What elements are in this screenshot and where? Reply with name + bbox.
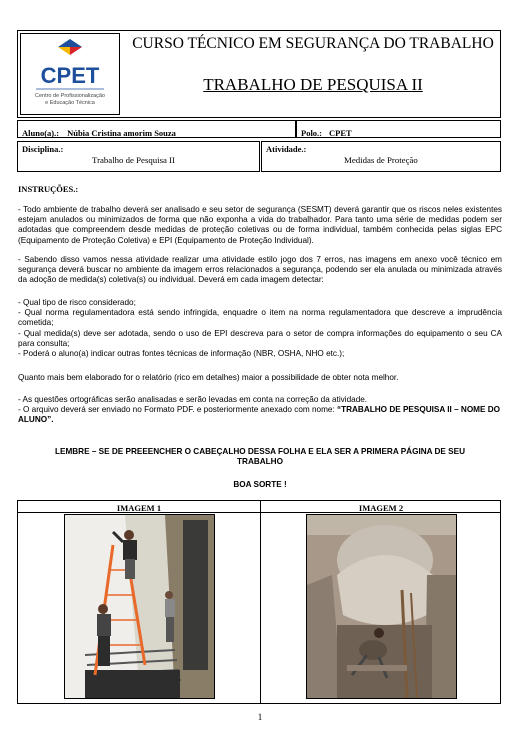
file-name-format: “TRABALHO DE PESQUISA II – NOME DO ALUNO”. (18, 405, 501, 425)
paragraph-1-text: - Todo ambiente de trabalho deverá ser analisado e seu setor de segurança (SESMT) deverá garantir que os riscos neles existentes estejam anulados ou minimizados de forma que não exponha a vida do trabalhador. Para tanto uma série de medidas podem ser adotadas que compreendem desde medidas de proteção coletivas ou de forma individual, também conhecida pelas siglas EPC (Equipamento de Proteção Coletiva) e EPI (Equipamento de Proteção Individual). (18, 205, 502, 245)
polo-value[interactable]: CPET (329, 128, 352, 138)
polo-cell (296, 120, 501, 138)
page-number: 1 (257, 712, 263, 722)
activity-cell (261, 141, 501, 172)
student-cell (17, 120, 296, 138)
student-label: Aluno(a).: (22, 128, 60, 138)
paragraph-2-text: - Sabendo disso vamos nessa atividade realizar uma atividade estilo jogo dos 7 erros, nas imagens em anexo você técnico em segurança deverá buscar no ambiente da imagem erros relacionados a segurança, podendo ser ela anulada ou minimizada através da adoção de medida(s) coletiva(s) ou individual. Deverá em cada imagem detectar: (18, 255, 502, 285)
image-2-caption: IMAGEM 2 (358, 503, 404, 513)
discipline-value[interactable]: Trabalho de Pesquisa II (92, 155, 175, 165)
instructions-paragraph-2 (18, 255, 502, 286)
activity-value[interactable]: Medidas de Proteção (344, 155, 418, 165)
logo-subtitle-1: Centro de Profissionalização (34, 93, 106, 99)
question-2: - Qual norma regulamentadora está sendo infringida, enquadre o item na norma regulamentadora que descreve a imprudência cometida; (18, 308, 502, 328)
logo-name: CPET (40, 63, 100, 88)
activity-label: Atividade.: (266, 144, 307, 154)
cpet-logo-icon (22, 35, 118, 113)
good-luck-text: BOA SORTE ! (233, 480, 287, 489)
image-2-excavation (306, 514, 457, 699)
instructions-paragraph-1 (18, 205, 502, 246)
logo-subtitle-2: e Educação Técnica (45, 100, 95, 106)
image-1-caption: IMAGEM 1 (116, 503, 162, 513)
student-name[interactable]: Núbia Cristina amorim Souza (67, 128, 176, 138)
table-divider (260, 501, 261, 703)
images-table (17, 500, 501, 704)
discipline-cell (17, 141, 260, 172)
image-1-ladder-stairwell (64, 514, 215, 699)
discipline-label: Disciplina.: (22, 144, 64, 154)
logo-cell (20, 33, 120, 115)
reminder-text: LEMBRE – SE DE PREEENCHER O CABEÇALHO DESSA FOLHA E ELA SER A PRIMERA PÁGINA DE SEU TRABALHO (54, 447, 466, 467)
course-title: CURSO TÉCNICO EM SEGURANÇA DO TRABALHO (132, 35, 494, 52)
header-table (17, 30, 501, 118)
instructions-paragraph-4: - As questões ortográficas serão analisadas e serão levadas em conta na correção da atividade. (18, 395, 368, 404)
question-3: - Qual medida(s) deve ser adotada, sendo o uso de EPI descreva para o setor de compra informações do equipamento o seu CA para consulta; (18, 328, 502, 348)
question-list (18, 298, 502, 359)
instructions-paragraph-5 (18, 405, 502, 425)
question-1: - Qual tipo de risco considerado; (18, 298, 136, 307)
excavation-illustration (307, 515, 456, 698)
polo-label: Polo.: (301, 128, 323, 138)
instructions-heading: INSTRUÇÕES.: (18, 184, 79, 194)
paragraph-5-text: - O arquivo deverá ser enviado no Formato PDF. e posteriormente anexado com nome: (18, 405, 338, 414)
ladder-stairwell-illustration (65, 515, 214, 698)
document-title: TRABALHO DE PESQUISA II (203, 75, 423, 94)
question-4: - Poderá o aluno(a) indicar outras fontes técnicas de informação (NBR, OSHA, NHO etc.); (18, 349, 345, 359)
instructions-paragraph-3: Quanto mais bem elaborado for o relatório (rico em detalhes) maior a possibilidade de obter nota melhor. (18, 373, 399, 382)
